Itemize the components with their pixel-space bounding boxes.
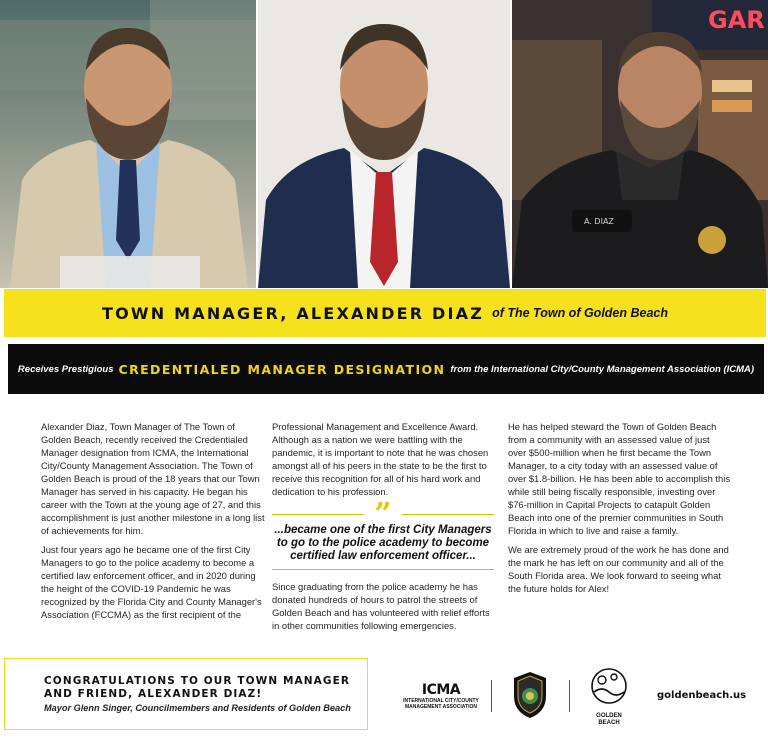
congrats-signoff: Mayor Glenn Singer, Councilmembers and Residents of Golden Beach: [44, 703, 351, 713]
pull-quote: [272, 497, 494, 570]
website-link[interactable]: goldenbeach.us: [657, 690, 747, 701]
congratulations-box: [4, 658, 368, 730]
paragraph: Professional Management and Excellence Award. Although as a nation we were battling with the pandemic, it is important to note that he was chosen amongst all of his peers in the state to be the first to receive this recognition for all of his hard work and dedication to his profession.: [272, 421, 489, 497]
banner-lead: Receives Prestigious: [17, 363, 114, 375]
icma-logo: [396, 662, 486, 750]
paragraph: Alexander Diaz, Town Manager of The Town of Golden Beach, recently received the Credentialed Manager designation from ICMA, the International City/County Management Association. The Town of Golden Beach is proud of the 18 years that our Town Manager has served in his capacity. He began his career with the Town at the young age of 27, and this accomplishment is just another milestone in a long list of achievements for him.: [41, 421, 265, 536]
congrats-line-1: CONGRATULATIONS TO OUR TOWN MANAGER: [44, 675, 351, 687]
photo-portrait: [258, 0, 510, 288]
police-badge-logo: [510, 670, 550, 738]
quote-rule: [402, 514, 494, 515]
police-badge-icon: [510, 670, 550, 720]
quote-rule: [272, 569, 494, 570]
banner-highlight: CREDENTIALED MANAGER DESIGNATION: [118, 361, 446, 377]
svg-text:GAR: GAR: [708, 6, 765, 34]
paragraph: Just four years ago he became one of the first City Managers to go to the police academy to become a certified law enforcement officer, and in 2020 during the height of the COVID-19 Pandemic he was recognized by the Florida City and County Manager's Association (FCCMA) as the first recipient of the: [41, 544, 262, 620]
logo-divider: [569, 680, 570, 712]
paragraph: We are extremely proud of the work he has done and the mark he has left on our community and all of the South Florida area. We look forward to seeing what the future holds for Alex!: [508, 544, 729, 594]
congrats-line-2: AND FRIEND, ALEXANDER DIAZ!: [44, 688, 263, 700]
article-column-1: [41, 420, 265, 627]
icma-subtitle-2: MANAGEMENT ASSOCIATION: [405, 704, 477, 710]
banner-tail: from the International City/County Management Association (ICMA): [450, 363, 755, 375]
svg-text:A. DIAZ: A. DIAZ: [584, 217, 614, 226]
photo-strip: [0, 0, 768, 288]
golden-beach-line-1: GOLDEN: [596, 713, 622, 719]
paragraph: Since graduating from the police academy he has donated hundreds of hours to patrol the streets of Golden Beach and has volunteered with relief efforts in other communities following emergencies.: [272, 581, 490, 631]
icma-name: ICMA: [421, 682, 461, 698]
photo-podium: [0, 0, 256, 288]
golden-beach-emblem-icon: [586, 666, 632, 708]
logo-divider: [491, 680, 492, 712]
headline-band: [4, 289, 766, 337]
article-column-3: [508, 420, 730, 601]
paragraph: He has helped steward the Town of Golden Beach from a community with an assessed value of just over $500-million when he first became the Town Manager, to a city today with an assessed value of over $1.8-billion. He has been able to accomplish this while still being fiscally responsible, investing over $76-million in Capital Projects to catapult Golden Beach into one of the premier communities in South Florida in which to live and raise a family.: [508, 421, 731, 536]
pull-quote-text: ...became one of the first City Managers to go to the police academy to become certified law enforcement officer...: [274, 524, 492, 562]
golden-beach-logo: [584, 666, 634, 734]
quote-mark-icon: ”: [374, 497, 392, 532]
quote-rule: [272, 514, 364, 515]
headline-title: TOWN MANAGER, ALEXANDER DIAZ: [102, 303, 485, 323]
headline-subtitle: of The Town of Golden Beach: [492, 306, 668, 320]
golden-beach-line-2: BEACH: [598, 719, 620, 726]
icma-subtitle-1: INTERNATIONAL CITY/COUNTY: [403, 698, 479, 704]
designation-banner: [8, 344, 764, 394]
article-column-2: [272, 420, 494, 638]
photo-uniform: [512, 0, 768, 288]
